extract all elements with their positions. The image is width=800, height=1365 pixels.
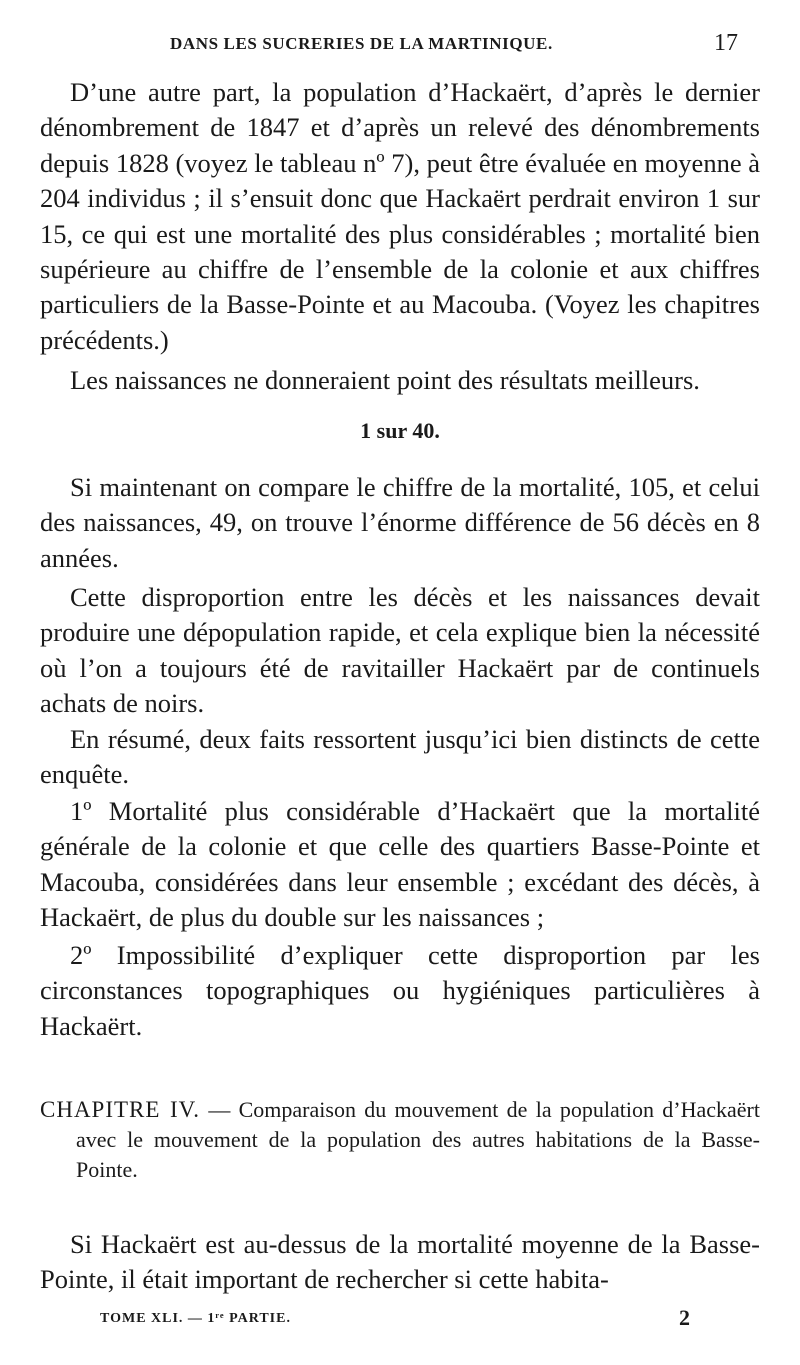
page-number: 17 — [714, 30, 738, 56]
page-footer — [100, 1305, 690, 1335]
paragraph-chapter-opening: Si Hackaërt est au-dessus de la mortalité moyenne de la Basse-Pointe, il était important de rechercher si cette habita- — [40, 1229, 760, 1295]
paragraph-fait-1: 1º Mortalité plus considérable d’Hackaërt que la mortalité générale de la colonie et que celle des quartiers Basse-Pointe et Macouba, considérées dans leur ensemble ; excédant des décès, à Hackaërt, de plus du double sur les naissances ; — [40, 796, 760, 933]
ratio-line: 1 sur 40. — [360, 418, 440, 443]
signature-mark: TOME XLI. — 1ʳᵉ PARTIE. — [100, 1311, 291, 1326]
running-title: DANS LES SUCRERIES DE LA MARTINIQUE. — [170, 34, 553, 53]
chapter-title: — Comparaison du mouvement de la population d’Hackaërt avec le mouvement de la population des autres habitations de la Basse-Pointe. — [76, 1097, 760, 1182]
chapter-heading — [40, 1095, 760, 1185]
paragraph-resume: En résumé, deux faits ressortent jusqu’ici bien distincts de cette enquête. — [40, 724, 760, 790]
paragraph-fait-2: 2º Impossibilité d’expliquer cette disproportion par les circonstances topographiques ou hygiéniques particulières à Hackaërt. — [40, 940, 760, 1041]
paragraph-disproportion: Cette disproportion entre les décès et les naissances devait produire une dépopulation rapide, et cela explique bien la nécessité où l’on a toujours été de ravitailler Hackaërt par de continuels achats de noirs. — [40, 582, 760, 719]
chapter-label: CHAPITRE IV. — [40, 1097, 201, 1122]
running-head — [140, 30, 740, 60]
paragraph-population: D’une autre part, la population d’Hackaërt, d’après le dernier dénombrement de 1847 et d’après un relevé des dénombrements depuis 1828 (voyez le tableau nº 7), peut être évaluée en moyenne à 204 individus ; il s’ensuit donc que Hackaërt perdrait environ 1 sur 15, ce qui est une mortalité des plus considérables ; mortalité bien supérieure au chiffre de l’ensemble de la colonie et aux chiffres particuliers de la Basse-Pointe et au Macouba. (Voyez les chapitres précédents.) — [40, 77, 760, 355]
sheet-number: 2 — [679, 1305, 690, 1330]
paragraph-comparaison: Si maintenant on compare le chiffre de la mortalité, 105, et celui des naissances, 49, on trouve l’énorme différence de 56 décès en 8 années. — [40, 472, 760, 573]
paragraph-naissances: Les naissances ne donneraient point des résultats meilleurs. — [70, 365, 700, 395]
